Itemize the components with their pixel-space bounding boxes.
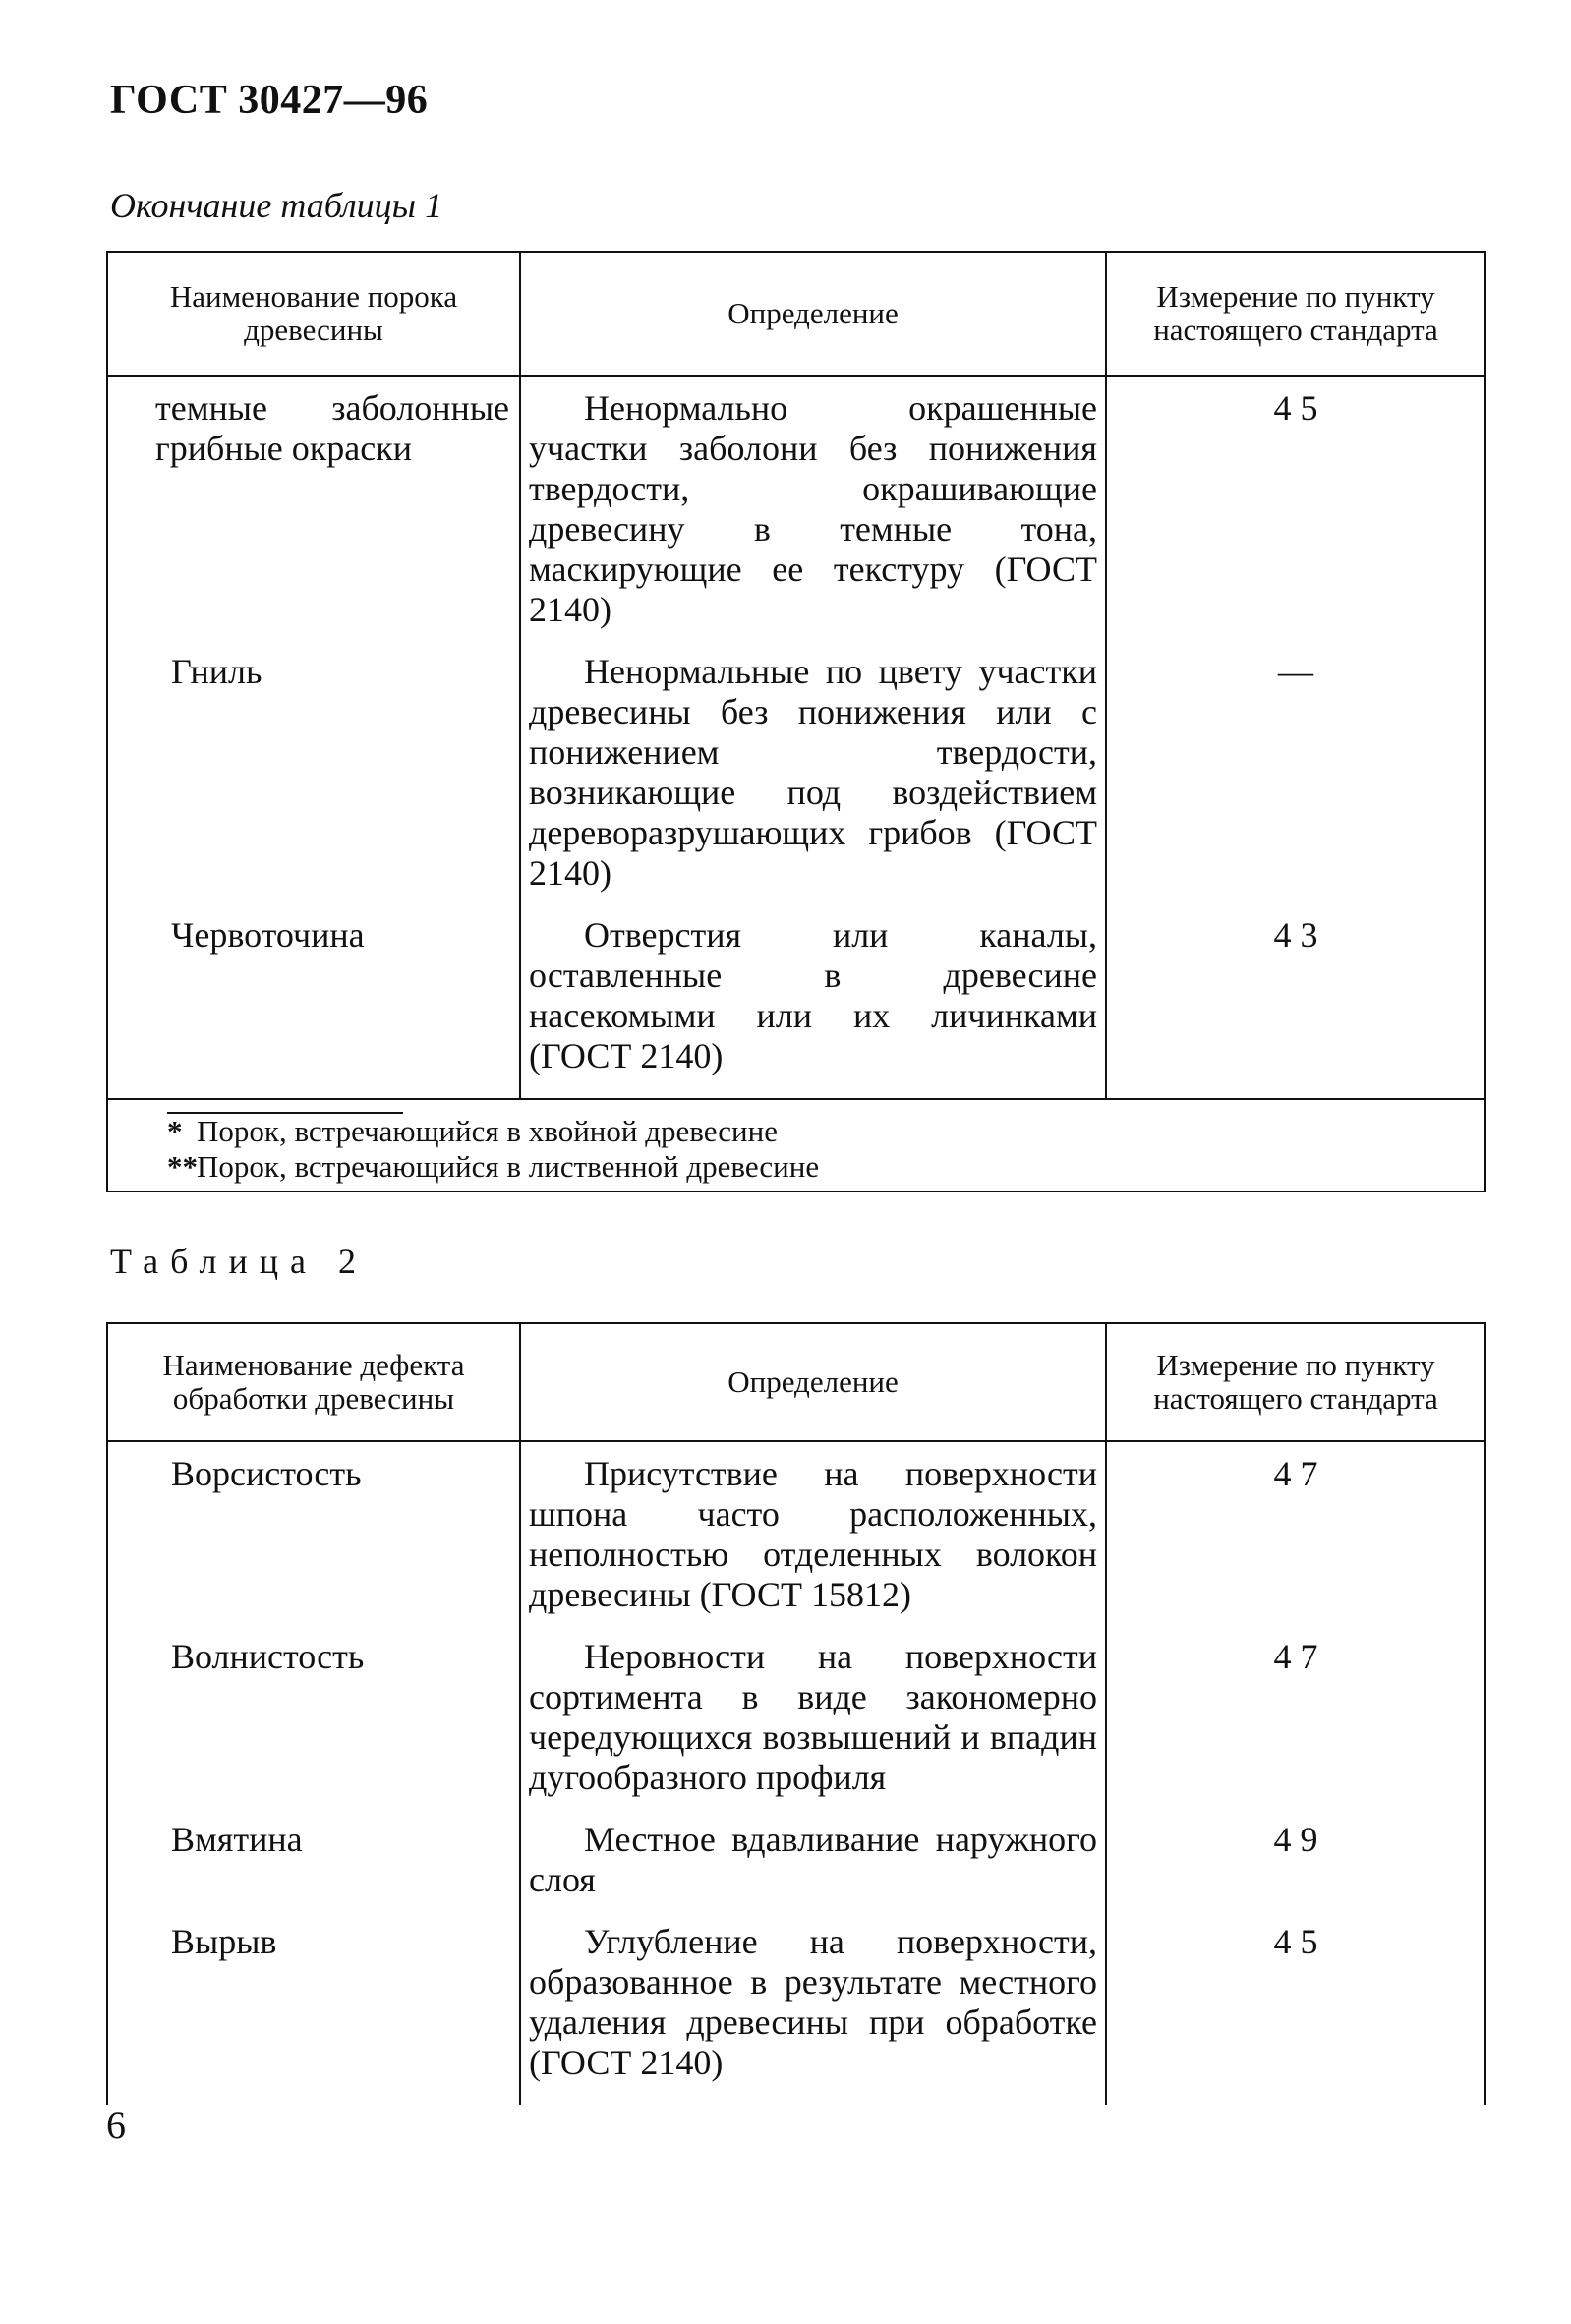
table1-footnotes [107, 1099, 1485, 1191]
table-2 [106, 1322, 1486, 2105]
table2-row1-definition: Присутствие на поверхности шпона часто расположенных, неполностью отделенных волокон древесины (ГОСТ 15812) [520, 1441, 1106, 1637]
table2-row4-definition: Углубление на поверхности, образованное в результате местного удаления древесины при обработке (ГОСТ 2140) [520, 1922, 1106, 2105]
table2-row2-ref: 4 7 [1106, 1637, 1485, 1820]
table1-row1-name: темные заболонные грибные окраски [107, 376, 520, 652]
table2-caption: Таблица 2 [110, 1242, 368, 1281]
table2-row1-name: Ворсистость [107, 1441, 520, 1637]
footnote-1 [167, 1114, 1475, 1149]
table1-header-ref: Измерение по пункту настоящего стандарта [1106, 252, 1485, 376]
table2-header-name: Наименование дефекта обработки древесины [107, 1323, 520, 1441]
table-row [107, 1922, 1485, 2105]
footnote-separator [167, 1112, 403, 1114]
table1-caption: Окончание таблицы 1 [110, 186, 443, 225]
table2-header-definition: Определение [520, 1323, 1106, 1441]
table2-header-row [107, 1323, 1485, 1441]
table-row [107, 915, 1485, 1099]
table2-row4-name: Вырыв [107, 1922, 520, 2105]
table1-row3-name: Червоточина [107, 915, 520, 1099]
footnote-2-text: Порок, встречающийся в лиственной древесине [197, 1149, 820, 1184]
table2-row3-definition: Местное вдавливание наружного слоя [520, 1820, 1106, 1922]
table1-row3-ref: 4 3 [1106, 915, 1485, 1099]
table2-row3-ref: 4 9 [1106, 1820, 1485, 1922]
table1-row2-ref: — [1106, 652, 1485, 915]
table1-row1-ref: 4 5 [1106, 376, 1485, 652]
table-1 [106, 251, 1486, 1192]
table1-row3-definition: Отверстия или каналы, оставленные в древесине насекомыми или их личинками (ГОСТ 2140) [520, 915, 1106, 1099]
table-row [107, 1441, 1485, 1637]
table1-footnote-row [107, 1099, 1485, 1191]
table2-row2-name: Волнистость [107, 1637, 520, 1820]
table2-row3-name: Вмятина [107, 1820, 520, 1922]
table1-row2-name: Гниль [107, 652, 520, 915]
table2-header-ref: Измерение по пункту настоящего стандарта [1106, 1323, 1485, 1441]
table1-header-definition: Определение [520, 252, 1106, 376]
footnote-1-mark: * [167, 1114, 183, 1148]
table-row [107, 652, 1485, 915]
table2-row1-ref: 4 7 [1106, 1441, 1485, 1637]
page-header-title: ГОСТ 30427—96 [110, 78, 429, 123]
page-number: 6 [106, 2103, 126, 2147]
table-row [107, 376, 1485, 652]
table-row [107, 1637, 1485, 1820]
footnote-2 [167, 1149, 1475, 1185]
table2-row4-ref: 4 5 [1106, 1922, 1485, 2105]
table1-row2-definition: Ненормальные по цвету участки древесины без понижения или с понижением твердости, возникающие под воздействием дереворазрушающих грибов (ГОСТ 2140) [520, 652, 1106, 915]
footnote-2-mark: ** [167, 1149, 198, 1184]
table-row [107, 1820, 1485, 1922]
table1-header-row [107, 252, 1485, 376]
table2-row2-definition: Неровности на поверхности сортимента в виде закономерно чередующихся возвышений и впадин дугообразного профиля [520, 1637, 1106, 1820]
table1-header-name: Наименование порока древесины [107, 252, 520, 376]
table1-row1-definition: Ненормально окрашенные участки заболони без понижения твердости, окрашивающие древесину в темные тона, маскирующие ее текстуру (ГОСТ 2140) [520, 376, 1106, 652]
footnote-1-text: Порок, встречающийся в хвойной древесине [197, 1114, 778, 1148]
